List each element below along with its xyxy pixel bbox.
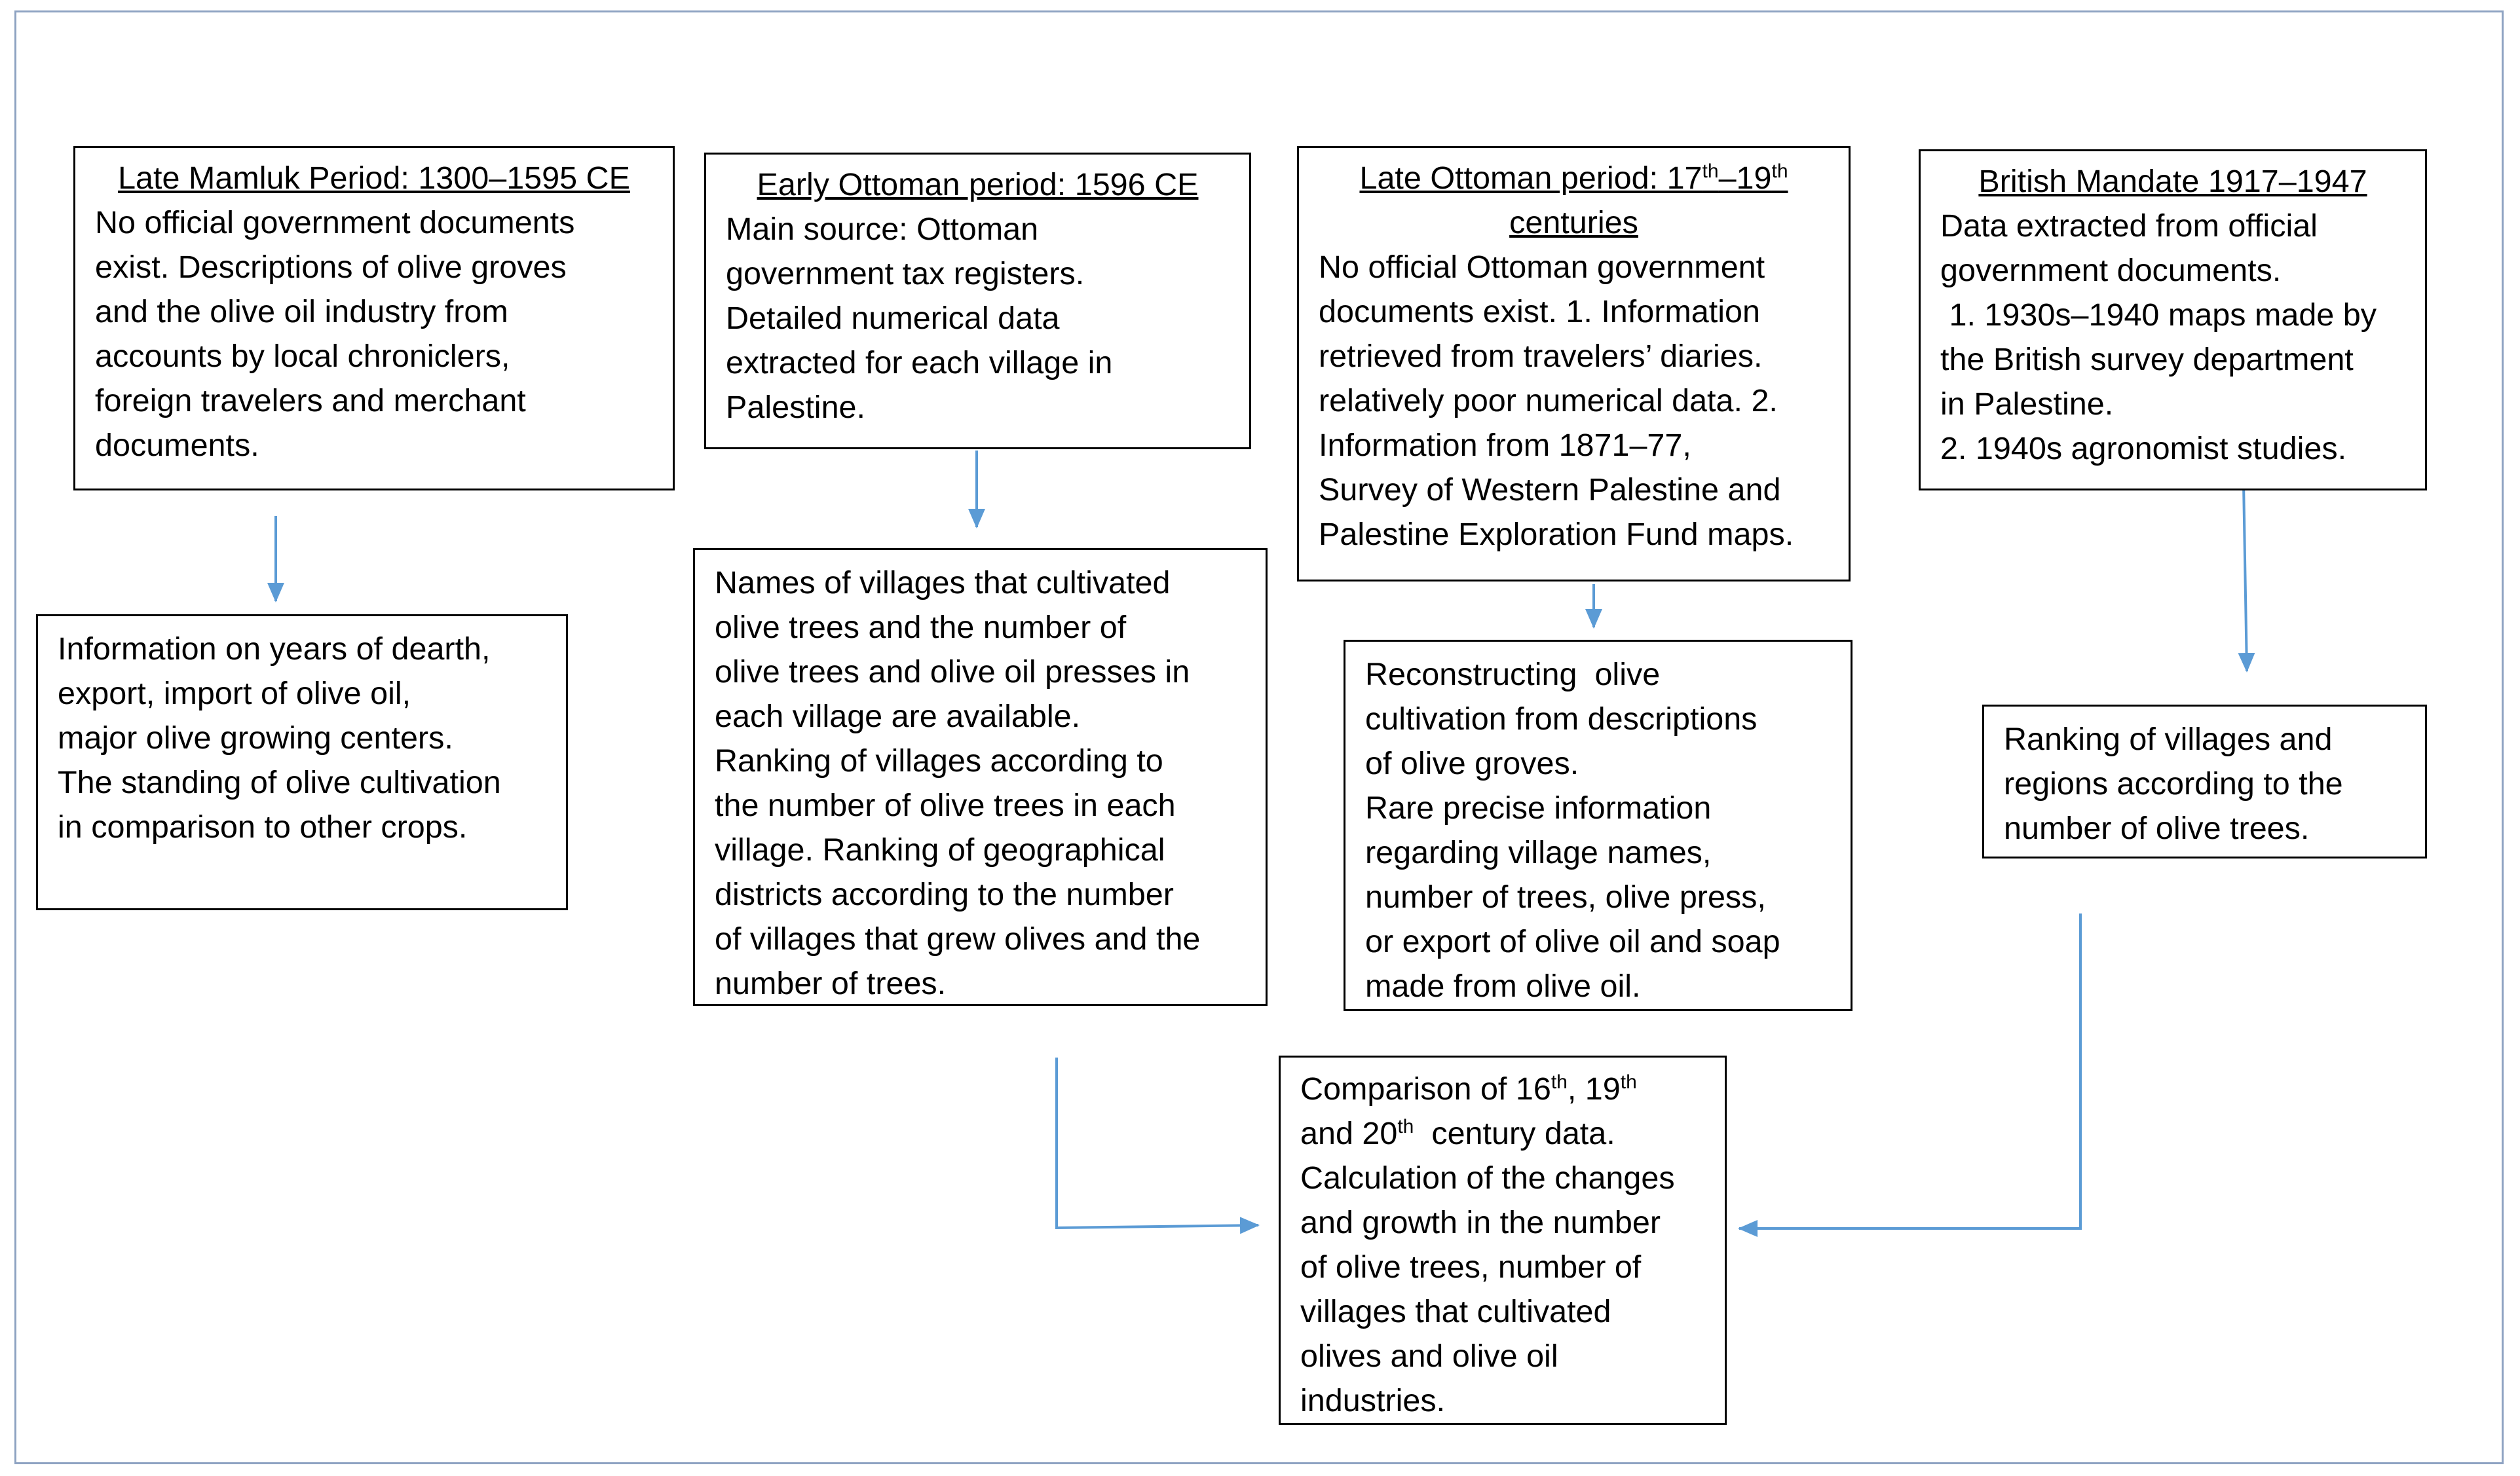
outcome-text-line: export, import of olive oil, <box>58 676 411 711</box>
outcome-text-line: olive trees and olive oil presses in <box>715 654 1190 690</box>
period-text-line: retrieved from travelers’ diaries. <box>1319 339 1763 374</box>
outcome-text-line: village. Ranking of geographical <box>715 832 1165 868</box>
superscript-ordinal: th <box>1620 1071 1637 1093</box>
period-title-part: –19 <box>1718 160 1772 196</box>
outcome-text-line: regarding village names, <box>1365 835 1712 870</box>
outcome-text-line: major olive growing centers. <box>58 720 453 756</box>
period-title-part: Late Ottoman period: 17 <box>1359 160 1702 196</box>
outcome-text-line: Ranking of villages and <box>2004 722 2333 757</box>
period-text-line: exist. Descriptions of olive groves <box>95 249 567 285</box>
period-text-line: government tax registers. <box>726 256 1085 291</box>
period-text-line: extracted for each village in <box>726 345 1113 380</box>
superscript-ordinal: th <box>1397 1115 1414 1137</box>
outcome-text-line: districts according to the number <box>715 877 1174 912</box>
period-text-line: Survey of Western Palestine and <box>1319 472 1781 507</box>
comparison-text-line: Calculation of the changes <box>1300 1160 1675 1196</box>
comparison-text-line: of olive trees, number of <box>1300 1249 1642 1285</box>
outcome-text-line: regions according to the <box>2004 766 2343 802</box>
superscript-ordinal: th <box>1551 1071 1568 1093</box>
period-text-line: documents. <box>95 428 259 463</box>
comparison-text-line: olives and olive oil <box>1300 1338 1558 1374</box>
period-box-early-ottoman <box>704 153 1251 449</box>
period-text-line: Information from 1871–77, <box>1319 428 1691 463</box>
period-title-late-ottoman <box>1319 156 1829 200</box>
outcome-text-line: number of olive trees. <box>2004 811 2310 846</box>
outcome-text-line: The standing of olive cultivation <box>58 765 501 800</box>
comparison-text-part: and 20 <box>1300 1116 1398 1151</box>
outcome-box-mamluk <box>36 614 568 910</box>
comparison-text-part: century data. <box>1414 1116 1615 1151</box>
superscript-ordinal: th <box>1771 160 1788 182</box>
outcome-text-line: number of trees, olive press, <box>1365 879 1766 915</box>
comparison-text-line: industries. <box>1300 1383 1446 1418</box>
outcome-text-line: Ranking of villages according to <box>715 743 1163 779</box>
comparison-text-line <box>1300 1067 1705 1111</box>
outcome-text-line: Information on years of dearth, <box>58 631 491 667</box>
period-text-line: government documents. <box>1940 253 2282 288</box>
outcome-text-line: or export of olive oil and soap <box>1365 924 1780 959</box>
period-text-line: Palestine Exploration Fund maps. <box>1319 517 1794 552</box>
outcome-text-line: the number of olive trees in each <box>715 788 1176 823</box>
period-text-line: 1. 1930s–1940 maps made by <box>1940 297 2377 333</box>
outcome-text-line: olive trees and the number of <box>715 610 1127 645</box>
outcome-box-british-mandate <box>1982 705 2427 858</box>
outcome-box-early-ottoman <box>693 548 1268 1006</box>
period-text-line: Detailed numerical data <box>726 301 1060 336</box>
period-title-british-mandate: British Mandate 1917–1947 <box>1978 164 2367 199</box>
period-box-british-mandate <box>1919 149 2427 490</box>
comparison-text-line: and growth in the number <box>1300 1205 1661 1240</box>
comparison-text-line: villages that cultivated <box>1300 1294 1611 1329</box>
period-title-late-mamluk: Late Mamluk Period: 1300–1595 CE <box>118 160 630 196</box>
superscript-ordinal: th <box>1702 160 1719 182</box>
period-text-line: No official government documents <box>95 205 575 240</box>
outcome-text-line: of villages that grew olives and the <box>715 921 1201 957</box>
outcome-text-line: in comparison to other crops. <box>58 809 468 845</box>
comparison-text-line <box>1300 1111 1705 1156</box>
period-text-line: relatively poor numerical data. 2. <box>1319 383 1778 418</box>
period-text-line: in Palestine. <box>1940 386 2114 422</box>
outcome-text-line: Names of villages that cultivated <box>715 565 1171 600</box>
period-text-line: Main source: Ottoman <box>726 212 1039 247</box>
outcome-text-line: number of trees. <box>715 966 947 1001</box>
period-text-line: the British survey department <box>1940 342 2354 377</box>
period-text-line: foreign travelers and merchant <box>95 383 526 418</box>
comparison-text-part: , 19 <box>1567 1071 1621 1107</box>
outcome-text-line: Reconstructing olive <box>1365 657 1661 692</box>
outcome-text-line: of olive groves. <box>1365 746 1579 781</box>
outcome-text-line: made from olive oil. <box>1365 969 1641 1004</box>
period-text-line: documents exist. 1. Information <box>1319 294 1760 329</box>
period-text-line: No official Ottoman government <box>1319 249 1765 285</box>
comparison-text-part: Comparison of 16 <box>1300 1071 1551 1107</box>
period-text-line: Palestine. <box>726 390 865 425</box>
outcome-text-line: each village are available. <box>715 699 1081 734</box>
period-box-late-ottoman <box>1297 146 1851 581</box>
comparison-box <box>1279 1056 1727 1425</box>
arrow-names-to-comparison <box>1057 1058 1258 1228</box>
outcome-text-line: Rare precise information <box>1365 790 1712 826</box>
period-title-early-ottoman: Early Ottoman period: 1596 CE <box>757 167 1199 202</box>
arrow-british-to-ranking <box>2244 483 2247 671</box>
period-text-line: 2. 1940s agronomist studies. <box>1940 431 2347 466</box>
period-box-late-mamluk <box>73 146 675 490</box>
outcome-box-late-ottoman <box>1344 640 1852 1011</box>
outcome-text-line: cultivation from descriptions <box>1365 701 1758 737</box>
period-text-line: and the olive oil industry from <box>95 294 508 329</box>
period-text-line: accounts by local chroniclers, <box>95 339 510 374</box>
period-text-line: Data extracted from official <box>1940 208 2318 244</box>
period-title-late-ottoman-line2: centuries <box>1509 205 1638 240</box>
